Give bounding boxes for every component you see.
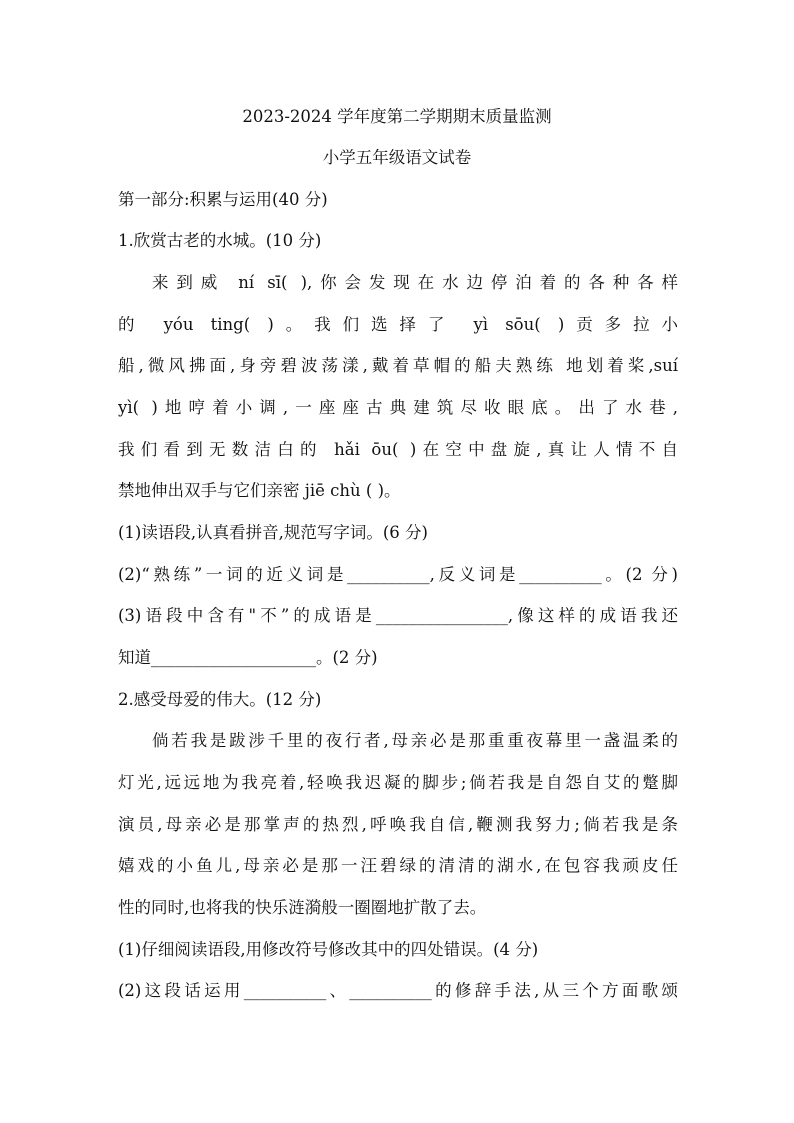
passage-2-line: 灯光,远远地为我亮着,轻唤我迟凝的脚步;倘若我是自怨自艾的蹩脚: [118, 773, 678, 792]
question-1-1: (1)读语段,认真看拼音,规范写字词。(6 分): [118, 523, 428, 542]
question-1-3-cont: 知道____________________。(2 分): [118, 648, 378, 667]
question-1-heading: 1.欣赏古老的水城。(10 分): [118, 231, 322, 250]
passage-1-line: 来到威 ní sī( ),你会发现在水边停泊着的各种各样: [152, 273, 678, 292]
question-2-1: (1)仔细阅读语段,用修改符号修改其中的四处错误。(4 分): [118, 940, 539, 959]
passage-1-line: 禁地伸出双手与它们亲密 jiē chù ( )。: [118, 481, 401, 500]
question-1-2: (2)“熟练”一词的近义词是__________,反义词是__________。(2 分): [118, 565, 678, 584]
passage-2-line: 倘若我是跋涉千里的夜行者,母亲必是那重重夜幕里一盏温柔的: [152, 731, 678, 750]
passage-2-line: 性的同时,也将我的快乐涟漪般一圈圈地扩散了去。: [118, 898, 487, 917]
question-2-heading: 2.感受母爱的伟大。(12 分): [118, 690, 322, 709]
section-heading: 第一部分:积累与运用(40 分): [118, 190, 328, 209]
question-1-3: (3)语段中含有"不”的成语是________________,像这样的成语我还: [118, 606, 678, 625]
exam-subtitle: 小学五年级语文试卷: [322, 148, 472, 167]
passage-1-line: yì( )地哼着小调,一座座古典建筑尽收眼底。出了水巷,: [118, 398, 678, 417]
passage-1-line: 船,微风拂面,身旁碧波荡漾,戴着草帽的船夫熟练 地划着桨,suí: [118, 356, 678, 375]
question-2-2: (2)这段话运用__________、__________的修辞手法,从三个方面歌颂: [118, 981, 678, 1000]
exam-title: 2023-2024 学年度第二学期期末质量监测: [242, 107, 552, 126]
passage-1-line: 我们看到无数洁白的 hǎi ōu( )在空中盘旋,真让人情不自: [118, 440, 678, 459]
passage-2-line: 演员,母亲必是那掌声的热烈,呼唤我自信,鞭测我努力;倘若我是条: [118, 815, 678, 834]
passage-1-line: 的 yóu ting( )。我们选择了 yì sōu( )贡多拉小: [118, 315, 678, 334]
passage-2-line: 嬉戏的小鱼儿,母亲必是那一汪碧绿的清清的湖水,在包容我顽皮任: [118, 856, 678, 875]
